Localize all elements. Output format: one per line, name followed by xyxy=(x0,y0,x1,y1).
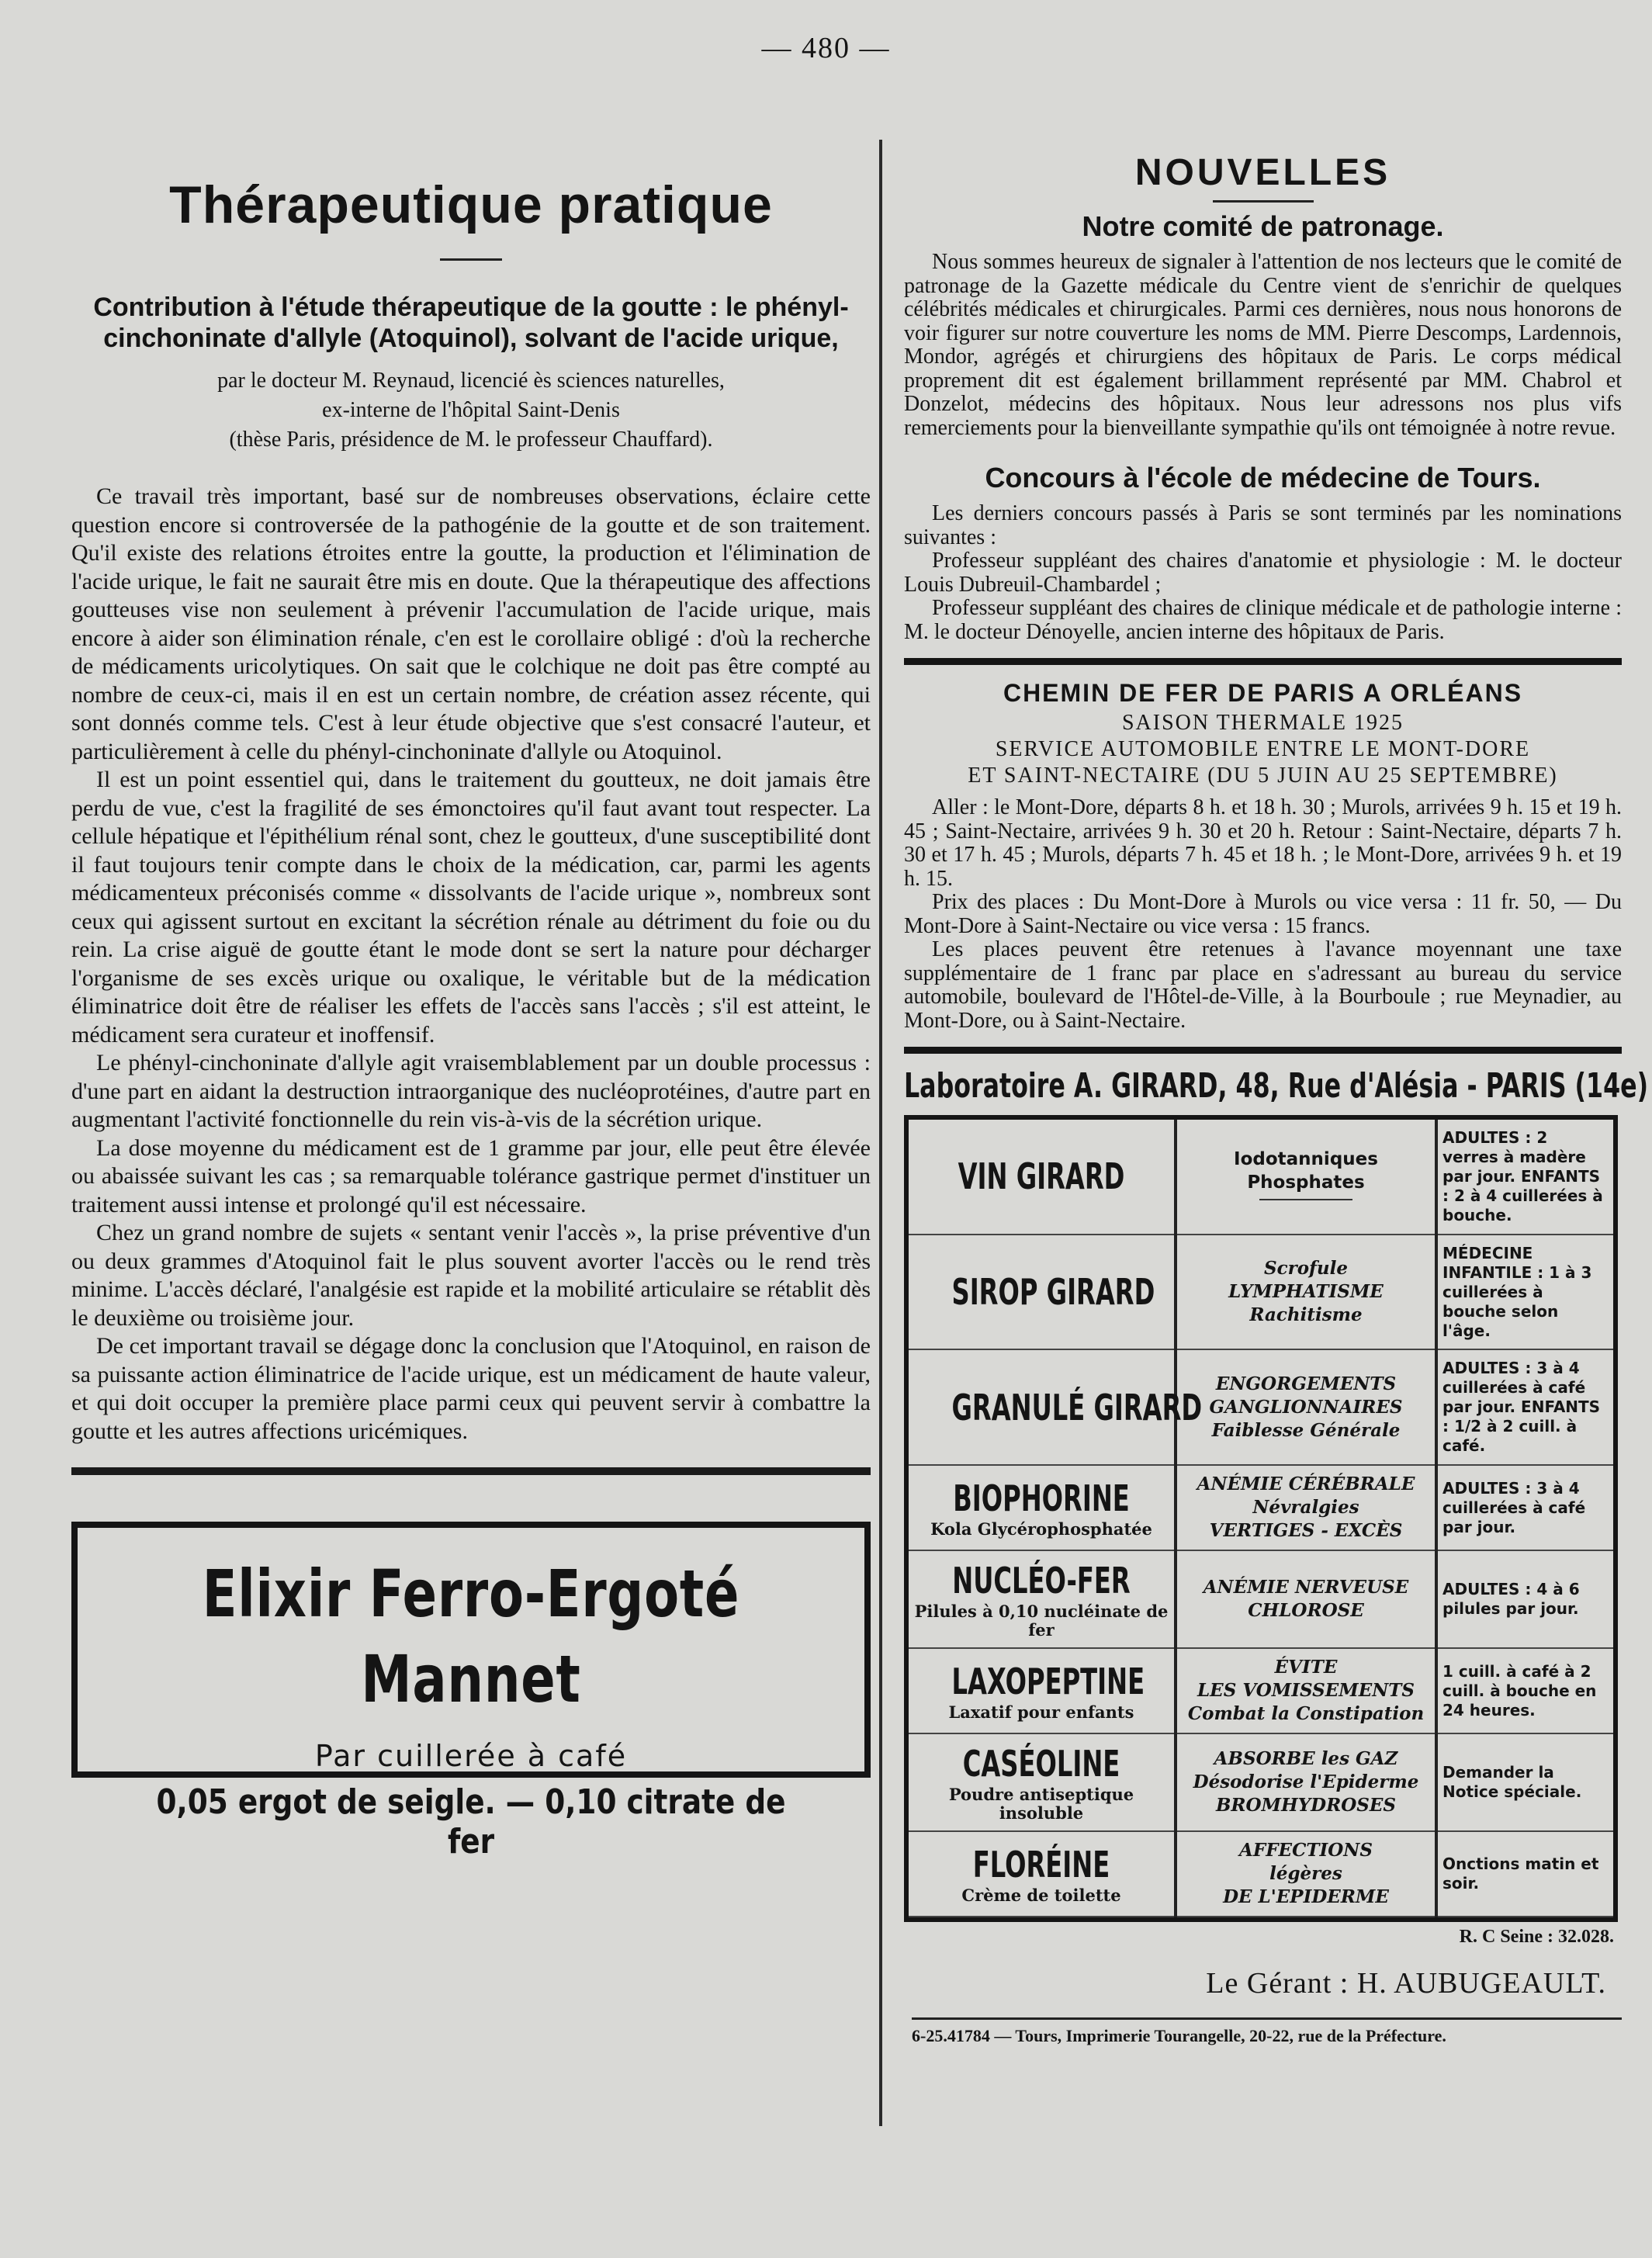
registry-number: R. C Seine : 32.028. xyxy=(1459,1927,1614,1947)
section-title: Thérapeutique pratique xyxy=(169,175,773,234)
product-cell xyxy=(909,1349,1203,1465)
product-posology: Demander la Notice spéciale. xyxy=(1436,1733,1613,1831)
section-rule xyxy=(904,1047,1622,1054)
product-indication: LES VOMISSEMENTS xyxy=(1197,1680,1415,1702)
product-indication: ABSORBE les GAZ xyxy=(1214,1747,1398,1769)
section-rule xyxy=(71,1467,871,1475)
page-number: — 480 — xyxy=(761,32,891,64)
product-description: Kola Glycérophosphatée xyxy=(930,1519,1152,1539)
products-table xyxy=(909,1120,1613,1917)
product-name: VIN GIRARD xyxy=(958,1155,1125,1198)
railway-paragraph: Les places peuvent être retenues à l'avance moyennant une taxe supplémentaire de 1 franc par place en s'adressant au bureau du service automobile, boulevard de l'Hôtel-de-Ville, à la Bourboule ; rue Meynadier, au Mont-Dore, ou à Saint-Nectaire. xyxy=(904,937,1622,1033)
indications-cell xyxy=(1176,1120,1436,1235)
news-title: NOUVELLES xyxy=(1134,152,1391,193)
product-row xyxy=(909,1235,1613,1350)
product-cell xyxy=(909,1465,1176,1550)
railway-dates: ET SAINT-NECTAIRE (DU 5 JUIN AU 25 SEPTEMBRE) xyxy=(968,764,1558,788)
product-indication: BROMHYDROSES xyxy=(1215,1794,1397,1816)
product-posology: ADULTES : 3 à 4 cuillerées à café par jour. ENFANTS : 1/2 à 2 cuill. à café. xyxy=(1436,1349,1613,1465)
article-title: Contribution à l'étude thérapeutique de la goutte : le phényl-cinchoninate d'allyle (Atoquinol), solvant de l'acide urique, xyxy=(93,293,849,353)
article-paragraph: La dose moyenne du médicament est de 1 gramme par jour, elle peut être élevée ou abaissée suivant les cas ; sa remarquable tolérance gastrique permet d'instituer un traitement aussi intense et prolongé qu'il est nécessaire. xyxy=(71,1134,871,1217)
product-indication: Combat la Constipation xyxy=(1187,1703,1425,1725)
product-name: LAXOPEPTINE xyxy=(951,1661,1145,1703)
product-row xyxy=(909,1733,1613,1831)
title-rule xyxy=(440,258,502,261)
product-indication: Phosphates xyxy=(1247,1172,1365,1193)
product-indication: LYMPHATISME xyxy=(1228,1281,1384,1303)
elixir-name: Elixir Ferro-Ergoté Mannet xyxy=(202,1556,740,1717)
printer-line: 6-25.41784 — Tours, Imprimerie Tourangelle, 20-22, rue de la Préfecture. xyxy=(912,2017,1622,2046)
news-rule xyxy=(1213,200,1314,203)
laboratory-header: Laboratoire A. GIRARD, 48, Rue d'Alésia - PARIS (14e) xyxy=(904,1066,1649,1106)
product-indication: GANGLIONNAIRES xyxy=(1209,1396,1403,1418)
column-divider xyxy=(879,140,882,2126)
indications-cell xyxy=(1176,1235,1436,1350)
elixir-composition: 0,05 ergot de seigle. — 0,10 citrate de fer xyxy=(156,1782,786,1861)
right-column xyxy=(904,151,1649,2046)
product-cell xyxy=(909,1550,1176,1648)
indications-cell xyxy=(1176,1831,1436,1917)
product-name: FLORÉINE xyxy=(972,1843,1110,1886)
product-indication: Faiblesse Générale xyxy=(1211,1419,1401,1441)
product-indication: Désodorise l'Epiderme xyxy=(1193,1771,1419,1792)
product-indication: ANÉMIE CÉRÉBRALE xyxy=(1197,1474,1415,1495)
left-column xyxy=(71,167,871,1861)
products-advertisement xyxy=(904,1115,1618,1922)
elixir-advertisement xyxy=(71,1522,871,1861)
product-cell xyxy=(909,1648,1176,1733)
product-posology: ADULTES : 2 verres à madère par jour. ENFANTS : 2 à 4 cuillerées à bouche. xyxy=(1436,1120,1613,1235)
product-row xyxy=(909,1465,1613,1550)
byline-line: par le docteur M. Reynaud, licencié ès sciences naturelles, xyxy=(217,369,725,393)
railway-paragraph: Prix des places : Du Mont-Dore à Murols ou vice versa : 11 fr. 50, — Du Mont-Dore à Saint-Nectaire ou vice versa : 15 francs. xyxy=(904,890,1622,938)
article-paragraph: Ce travail très important, basé sur de nombreuses observations, éclaire cette question encore si controversée de la pathogénie de la goutte et de son traitement. Qu'il existe des relations étroites entre la goutte, la production et l'élimination de l'acide urique, le fait ne saurait être mis en doute. Que la thérapeutique des affections goutteuses vise non seulement à prévenir l'accumulation de l'acide urique, mais encore à aider son élimination rénale, c'en est le corollaire obligé : d'où la recherche de médicaments uricolytiques. On sait que le colchique ne doit pas être compté au nombre de ceux-ci, mais il en est un certain nombre, de création assez récente, qui sont donnés comme tels. C'est à leur étude objective que s'est consacré l'auteur, et particulièrement à celle du phényl-cinchoninate d'allyle ou Atoquinol. xyxy=(71,483,871,764)
product-cell xyxy=(909,1120,1176,1235)
railway-notice xyxy=(904,679,1622,1033)
product-indication: VERTIGES - EXCÈS xyxy=(1209,1520,1403,1542)
concours-paragraph: Professeur suppléant des chaires de clinique médicale et de pathologie interne : M. le docteur Dénoyelle, ancien interne des hôpitaux de Paris. xyxy=(904,596,1622,644)
product-description: Crème de toilette xyxy=(961,1885,1121,1905)
indications-cell xyxy=(1176,1648,1436,1733)
product-name: GRANULÉ GIRARD xyxy=(951,1386,1203,1429)
indications-cell xyxy=(1176,1349,1436,1465)
product-indication: CHLOROSE xyxy=(1248,1600,1364,1622)
product-description: Pilules à 0,10 nucléinate de fer xyxy=(914,1602,1169,1640)
product-indication: ANÉMIE NERVEUSE xyxy=(1203,1577,1409,1598)
railway-title: CHEMIN DE FER DE PARIS A ORLÉANS xyxy=(1003,679,1523,707)
byline xyxy=(71,366,871,455)
product-cell xyxy=(909,1733,1176,1831)
product-indication: Iodotanniques xyxy=(1234,1149,1378,1170)
elixir-dose: Par cuillerée à café xyxy=(314,1739,628,1773)
product-row xyxy=(909,1349,1613,1465)
product-description: Laxatif pour enfants xyxy=(948,1702,1134,1723)
article-paragraph: De cet important travail se dégage donc la conclusion que l'Atoquinol, en raison de sa puissante action éliminatrice de l'acide urique, est un médicament de haute valeur, et qui doit occuper la première place parmi ceux qui peuvent servir à combattre la goutte et les autres affections uricémiques. xyxy=(71,1333,871,1444)
product-indication: Névralgies xyxy=(1252,1497,1359,1519)
product-row xyxy=(909,1550,1613,1648)
product-row xyxy=(909,1120,1613,1235)
section-rule xyxy=(904,658,1622,665)
byline-line: ex-interne de l'hôpital Saint-Denis xyxy=(322,398,620,422)
product-cell xyxy=(909,1831,1176,1917)
article-paragraph: Il est un point essentiel qui, dans le traitement du goutteux, ne doit jamais être perdu de vue, c'est la fragilité de ses émonctoires qu'il faut avant tout respecter. La cellule hépatique et l'épithélium rénal sont, chez le goutteux, d'une susceptibilité dont il faut toujours tenir compte dans le choix de la médication, car, parmi les agents médicamenteux préconisés comme « dissolvants de l'acide urique », nombreux sont ceux qui agissent surtout en excitant la sécrétion rénale au détriment du foie ou du rein. La crise aiguë de goutte étant le mode dont se sert la nature pour décharger l'organisme de ses excès urique ou oxalique, le véritable but de la médication éliminatrice doit être de réaliser les effets de l'accès sans l'accès ; s'il est atteint, le médicament sera curateur et inoffensif. xyxy=(71,767,871,1048)
product-posology: Onctions matin et soir. xyxy=(1436,1831,1613,1917)
product-name: NUCLÉO-FER xyxy=(952,1560,1131,1602)
product-name: SIROP GIRARD xyxy=(951,1271,1155,1314)
product-cell xyxy=(909,1235,1176,1350)
indications-cell xyxy=(1176,1550,1436,1648)
product-name: BIOPHORINE xyxy=(953,1477,1130,1520)
product-indication: ÉVITE xyxy=(1274,1657,1338,1678)
concours-title: Concours à l'école de médecine de Tours. xyxy=(985,462,1541,494)
product-posology: 1 cuill. à café à 2 cuill. à bouche en 24 heures. xyxy=(1436,1648,1613,1733)
product-indication: AFFECTIONS xyxy=(1239,1839,1373,1861)
indication-divider xyxy=(1259,1199,1352,1200)
indications-cell xyxy=(1176,1733,1436,1831)
indications-cell xyxy=(1176,1465,1436,1550)
patronage-text: Nous sommes heureux de signaler à l'attention de nos lecteurs que le comité de patronage de la Gazette médicale du Centre vient de s'enrichir de quelques célébrités médicales et chirurgicales. Parmi ces dernières, nous nous honorons de voir figurer sur notre couverture les noms de MM. Pierre Descomps, Lardennois, Mondor, agrégés et chirurgiens des hôpitaux de Paris. Le corps médical proprement dit est également brillamment représenté par MM. Chabrol et Donzelot, médecins des hôpitaux. Nous leur adressons nos plus vifs remerciements pour la bienveillante sympathie qu'ils ont témoignée à notre revue. xyxy=(904,250,1622,440)
product-indication: DE L'EPIDERME xyxy=(1223,1886,1389,1907)
railway-service: SERVICE AUTOMOBILE ENTRE LE MONT-DORE xyxy=(995,737,1531,761)
product-name: CASÉOLINE xyxy=(962,1742,1120,1785)
railway-paragraph: Aller : le Mont-Dore, départs 8 h. et 18 h. 30 ; Murols, arrivées 9 h. 15 et 19 h. 45 ; Saint-Nectaire, arrivées 9 h. 30 et 20 h. Retour : Saint-Nectaire, départs 7 h. 30 et 17 h. 45 ; Murols, départs 7 h. 45 et 18 h. ; le Mont-Dore, arrivées 9 h. et 19 h. 15. xyxy=(904,795,1622,891)
concours-paragraph: Les derniers concours passés à Paris se sont terminés par les nominations suivantes : xyxy=(904,501,1622,549)
article-paragraph: Le phényl-cinchoninate d'allyle agit vraisemblablement par un double processus : d'une part en aidant la destruction intraorganique des nucléoprotéines, d'autre part en augmentant l'activité fonctionnelle du rein vis-à-vis de la sécrétion urique. xyxy=(71,1050,871,1132)
product-indication: légères xyxy=(1269,1862,1342,1884)
byline-line: (thèse Paris, présidence de M. le professeur Chauffard). xyxy=(229,428,713,452)
product-indication: Rachitisme xyxy=(1249,1304,1363,1326)
article-paragraph: Chez un grand nombre de sujets « sentant venir l'accès », la prise préventive d'un ou deux grammes d'Atoquinol fait le plus souvent avorter l'accès ou le rend très minime. L'accès déclaré, l'analgésie est rapide et la mobilité articulaire se rétablit dès le deuxième ou troisième jour. xyxy=(71,1220,871,1331)
railway-season: SAISON THERMALE 1925 xyxy=(1121,711,1404,735)
concours-paragraph: Professeur suppléant des chaires d'anatomie et physiologie : M. le docteur Louis Dubreuil-Chambardel ; xyxy=(904,549,1622,597)
product-posology: MÉDECINE INFANTILE : 1 à 3 cuillerées à bouche selon l'âge. xyxy=(1436,1235,1613,1350)
product-row xyxy=(909,1648,1613,1733)
product-row xyxy=(909,1831,1613,1917)
product-description: Poudre antiseptique insoluble xyxy=(948,1784,1134,1823)
product-posology: ADULTES : 3 à 4 cuillerées à café par jour. xyxy=(1436,1465,1613,1550)
product-indication: ENGORGEMENTS xyxy=(1215,1373,1397,1394)
product-posology: ADULTES : 4 à 6 pilules par jour. xyxy=(1436,1550,1613,1648)
product-indication: Scrofule xyxy=(1263,1258,1349,1280)
manager-signature: Le Gérant : H. AUBUGEAULT. xyxy=(1206,1967,1606,2000)
patronage-title: Notre comité de patronage. xyxy=(1082,210,1444,242)
